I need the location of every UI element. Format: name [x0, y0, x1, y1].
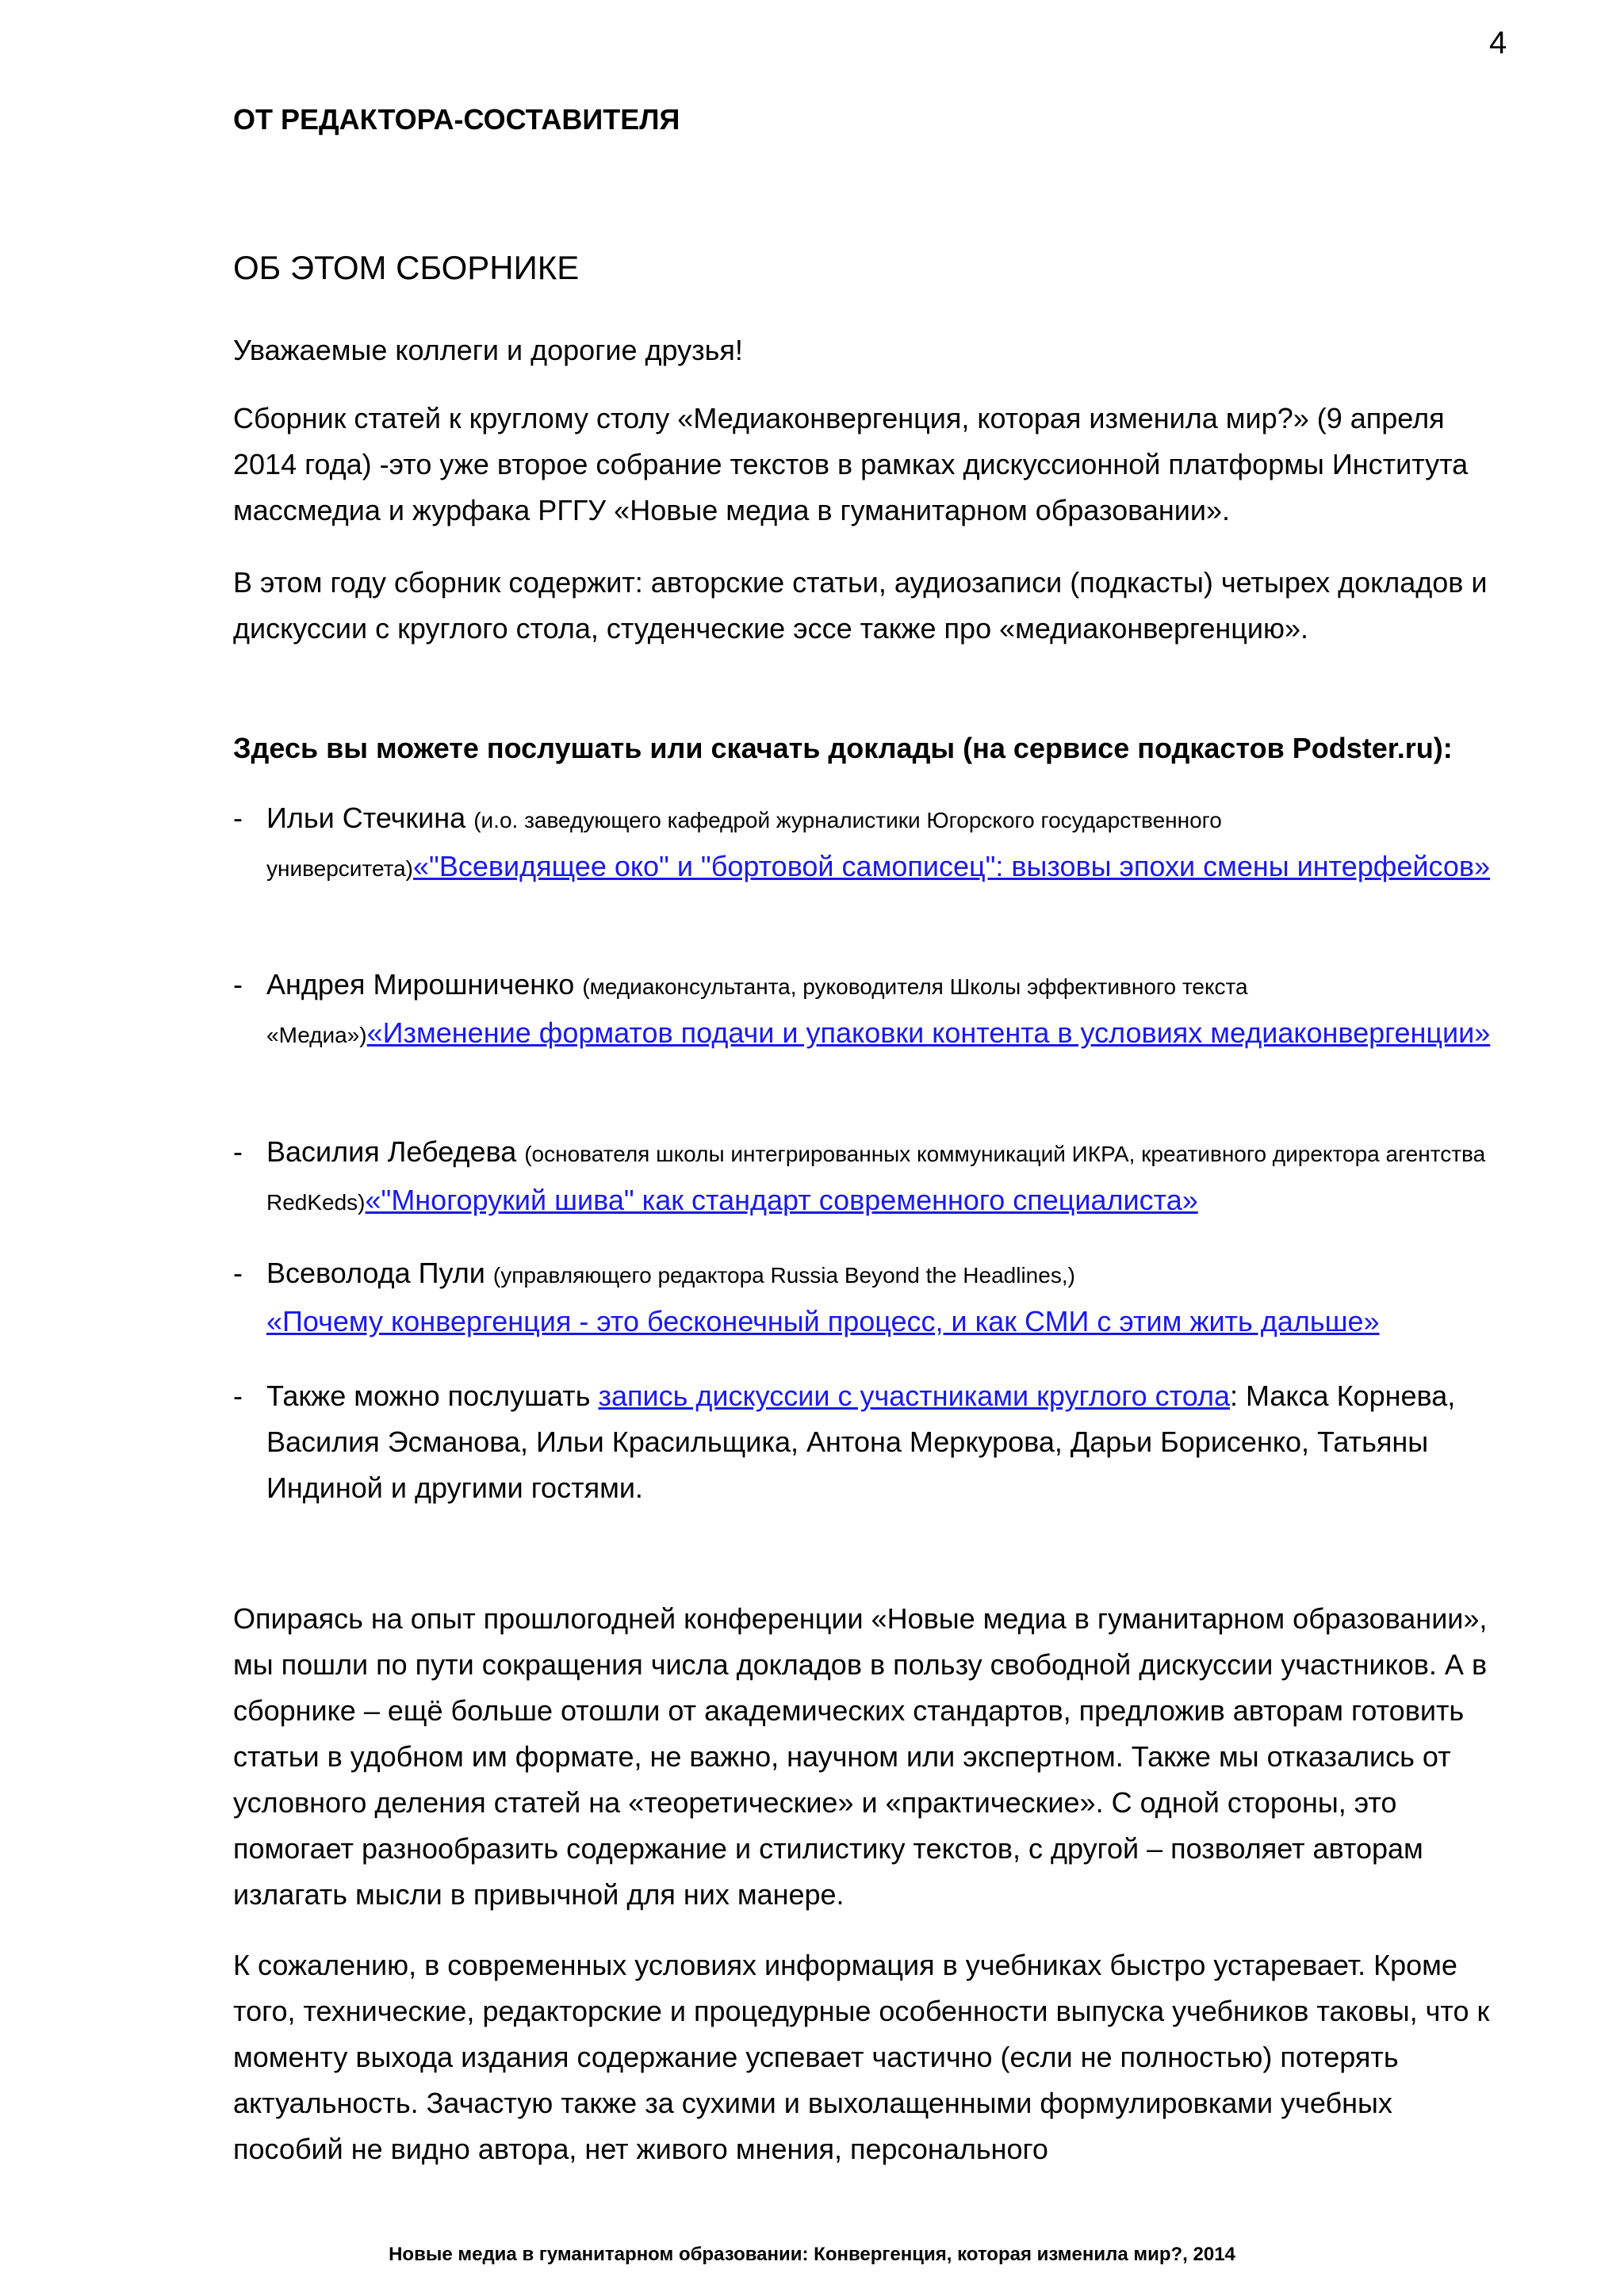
section-title: ОБ ЭТОМ СБОРНИКЕ — [233, 249, 580, 286]
list-dash: - — [233, 1257, 243, 1289]
speaker-role: (и.о. заведующего кафедрой журналистики Югорского государственного университета) — [266, 808, 1222, 881]
speaker-name: Ильи Стечкина — [266, 802, 466, 834]
intro-paragraph: Сборник статей к круглому столу «Медиаконвергенция, которая изменила мир?» (9 апреля 2014 года) -это уже второе собрание текстов в рамках дискуссионной платформы Института массмедиа и журфака РГГУ «Новые медиа в гуманитарном образовании». — [233, 402, 1469, 526]
speaker-name: Василия Лебедева — [266, 1135, 517, 1168]
speaker-role: (медиаконсультанта, руководителя Школы эффективного текста «Медиа») — [266, 974, 1248, 1047]
page-footer: Новые медиа в гуманитарном образовании: Конвергенция, которая изменила мир?, 2014 — [389, 2244, 1235, 2265]
podcast-link[interactable]: «"Всевидящее око" и "бортовой самописец": вызовы эпохи смены интерфейсов» — [413, 850, 1491, 882]
discussion-link[interactable]: запись дискуссии с участниками круглого стола — [598, 1380, 1230, 1412]
section-kicker: ОТ РЕДАКТОРА-СОСТАВИТЕЛЯ — [233, 103, 680, 136]
podcast-link[interactable]: «Почему конвергенция - это бесконечный процесс, и как СМИ с этим жить дальше» — [266, 1305, 1380, 1337]
speaker-name: Всеволода Пули — [266, 1257, 485, 1289]
list-dash: - — [233, 1380, 243, 1412]
list-dash: - — [233, 802, 243, 834]
list-dash: - — [233, 1135, 243, 1168]
page-number: 4 — [1489, 25, 1507, 60]
speaker-role: (основателя школы интегрированных коммуникаций ИКРА, креативного директора агентства RedKeds) — [266, 1142, 1486, 1215]
podcast-link[interactable]: «Изменение форматов подачи и упаковки контента в условиях медиаконвергенции» — [366, 1016, 1491, 1049]
speaker-name: Андрея Мирошниченко — [266, 968, 575, 1001]
podcast-link[interactable]: «"Многорукий шива" как стандарт современного специалиста» — [365, 1184, 1198, 1216]
greeting: Уважаемые коллеги и дорогие друзья! — [233, 334, 743, 366]
body-paragraph: Опираясь на опыт прошлогодней конференции «Новые медиа в гуманитарном образовании», мы пошли по пути сокращения числа докладов в пользу свободной дискуссии участников. А в сборнике – ещё больше отошли от академических стандартов, предложив авторам готовить статьи в удобном им формате, не важно, научном или экспертном. Также мы отказались от условного деления статей на «теоретические» и «практические». С одной стороны, это помогает разнообразить содержание и стилистику текстов, с другой – позволяет авторам излагать мысли в привычной для них манере. — [233, 1602, 1488, 1911]
list-dash: - — [233, 968, 243, 1001]
discussion-prefix: Также можно послушать — [266, 1380, 599, 1412]
listen-heading: Здесь вы можете послушать или скачать доклады (на сервисе подкастов Podster.ru): — [233, 732, 1453, 764]
speaker-role: (управляющего редактора Russia Beyond the Headlines,) — [492, 1263, 1075, 1288]
contents-paragraph: В этом году сборник содержит: авторские статьи, аудиозаписи (подкасты) четырех докладов и дискуссии с круглого стола, студенческие эссе также про «медиаконвергенцию». — [233, 566, 1488, 645]
body-paragraph: К сожалению, в современных условиях информация в учебниках быстро устаревает. Кроме того, технические, редакторские и процедурные особенности выпуска учебников таковы, что к моменту выхода издания содержание успевает частично (если не полностью) потерять актуальность. Зачастую также за сухими и выхолащенными формулировками учебных пособий не видно автора, нет живого мнения, персонального — [233, 1949, 1490, 2165]
discussion-suffix: : Макса Корнева, Василия Эсманова, Ильи Красильщика, Антона Меркурова, Дарьи Борисенко, Татьяны Индиной и другими гостями. — [266, 1380, 1456, 1504]
